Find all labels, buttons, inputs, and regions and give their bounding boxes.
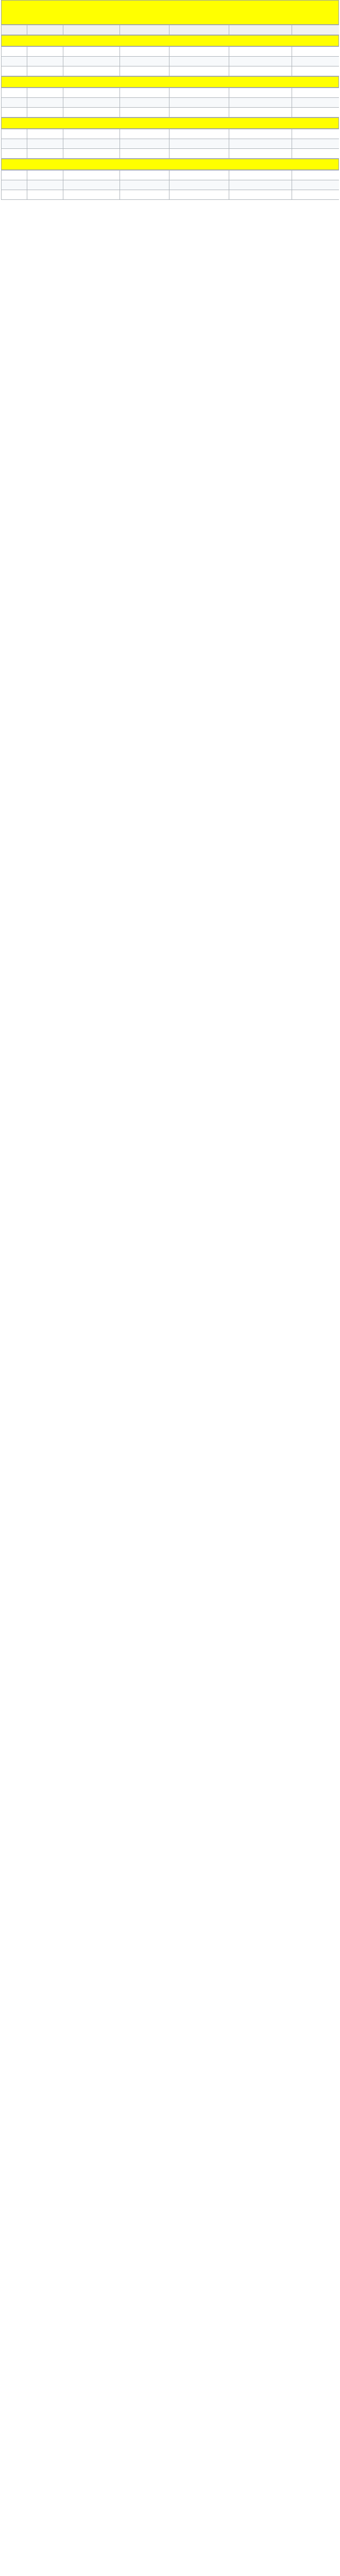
table-row <box>2 47 339 57</box>
table-cell <box>292 139 339 149</box>
table-cell <box>169 171 229 180</box>
table-cell <box>169 139 229 149</box>
table-cell <box>63 129 120 139</box>
section-title <box>1 117 339 129</box>
column-header-5 <box>169 25 229 35</box>
table-cell <box>63 139 120 149</box>
table-cell <box>120 190 169 200</box>
table-cell <box>292 190 339 200</box>
table-cell <box>63 98 120 108</box>
column-header-2 <box>27 25 63 35</box>
table-cell <box>2 180 27 190</box>
table-cell <box>27 88 63 98</box>
table-cell <box>120 180 169 190</box>
table-cell <box>229 66 292 76</box>
table-cell <box>169 108 229 117</box>
table-cell <box>2 171 27 180</box>
table-cell <box>229 98 292 108</box>
table-cell <box>229 139 292 149</box>
table-cell <box>2 47 27 57</box>
table-cell <box>63 171 120 180</box>
table-cell <box>2 108 27 117</box>
ranking-page <box>1 0 339 2576</box>
table-cell <box>229 88 292 98</box>
table-cell <box>63 47 120 57</box>
table-cell <box>169 149 229 159</box>
title-banner <box>1 0 339 25</box>
table-cell <box>292 108 339 117</box>
table-cell <box>2 57 27 66</box>
table-row <box>2 180 339 190</box>
table-cell <box>63 88 120 98</box>
table-cell <box>229 57 292 66</box>
table-cell <box>292 98 339 108</box>
table-cell <box>169 88 229 98</box>
table-cell <box>120 129 169 139</box>
table-cell <box>169 47 229 57</box>
table-cell <box>2 190 27 200</box>
section-table <box>1 88 339 117</box>
table-row <box>2 190 339 200</box>
column-header-row <box>2 25 339 35</box>
table-cell <box>27 129 63 139</box>
table-cell <box>2 66 27 76</box>
table-cell <box>63 66 120 76</box>
table-cell <box>2 129 27 139</box>
table-row <box>2 149 339 159</box>
column-header-table <box>1 25 339 35</box>
table-cell <box>63 190 120 200</box>
table-cell <box>292 57 339 66</box>
table-cell <box>2 149 27 159</box>
column-header-6 <box>229 25 292 35</box>
table-cell <box>120 98 169 108</box>
column-header-1 <box>2 25 27 35</box>
table-cell <box>229 47 292 57</box>
table-row <box>2 129 339 139</box>
table-cell <box>2 139 27 149</box>
table-cell <box>169 57 229 66</box>
table-cell <box>120 66 169 76</box>
table-cell <box>169 190 229 200</box>
table-cell <box>169 98 229 108</box>
table-cell <box>27 47 63 57</box>
table-cell <box>229 108 292 117</box>
table-cell <box>63 149 120 159</box>
table-cell <box>120 171 169 180</box>
table-row <box>2 139 339 149</box>
table-cell <box>27 98 63 108</box>
column-header-7 <box>292 25 339 35</box>
table-row <box>2 57 339 66</box>
table-cell <box>292 66 339 76</box>
table-cell <box>63 180 120 190</box>
table-cell <box>292 171 339 180</box>
table-cell <box>292 129 339 139</box>
table-cell <box>120 57 169 66</box>
table-cell <box>27 180 63 190</box>
section-title <box>1 159 339 170</box>
table-cell <box>169 129 229 139</box>
column-header-4 <box>120 25 169 35</box>
table-cell <box>2 98 27 108</box>
table-cell <box>292 180 339 190</box>
table-cell <box>120 88 169 98</box>
table-cell <box>27 171 63 180</box>
table-cell <box>63 108 120 117</box>
table-cell <box>229 129 292 139</box>
table-cell <box>229 190 292 200</box>
table-cell <box>27 139 63 149</box>
table-cell <box>120 108 169 117</box>
table-cell <box>2 88 27 98</box>
table-cell <box>120 47 169 57</box>
table-cell <box>229 180 292 190</box>
table-cell <box>27 149 63 159</box>
table-cell <box>229 171 292 180</box>
table-cell <box>27 66 63 76</box>
table-cell <box>292 88 339 98</box>
sections-container <box>1 35 339 200</box>
table-row <box>2 66 339 76</box>
table-cell <box>169 66 229 76</box>
table-cell <box>292 47 339 57</box>
table-cell <box>229 149 292 159</box>
table-row <box>2 171 339 180</box>
table-cell <box>63 57 120 66</box>
table-cell <box>120 139 169 149</box>
section-title <box>1 35 339 46</box>
table-row <box>2 98 339 108</box>
table-cell <box>120 149 169 159</box>
table-cell <box>169 180 229 190</box>
column-header-3 <box>63 25 120 35</box>
section-table <box>1 46 339 76</box>
table-row <box>2 88 339 98</box>
section-table <box>1 170 339 200</box>
table-cell <box>292 149 339 159</box>
table-cell <box>27 108 63 117</box>
table-cell <box>27 57 63 66</box>
table-row <box>2 108 339 117</box>
table-cell <box>27 190 63 200</box>
section-title <box>1 76 339 88</box>
section-table <box>1 129 339 159</box>
